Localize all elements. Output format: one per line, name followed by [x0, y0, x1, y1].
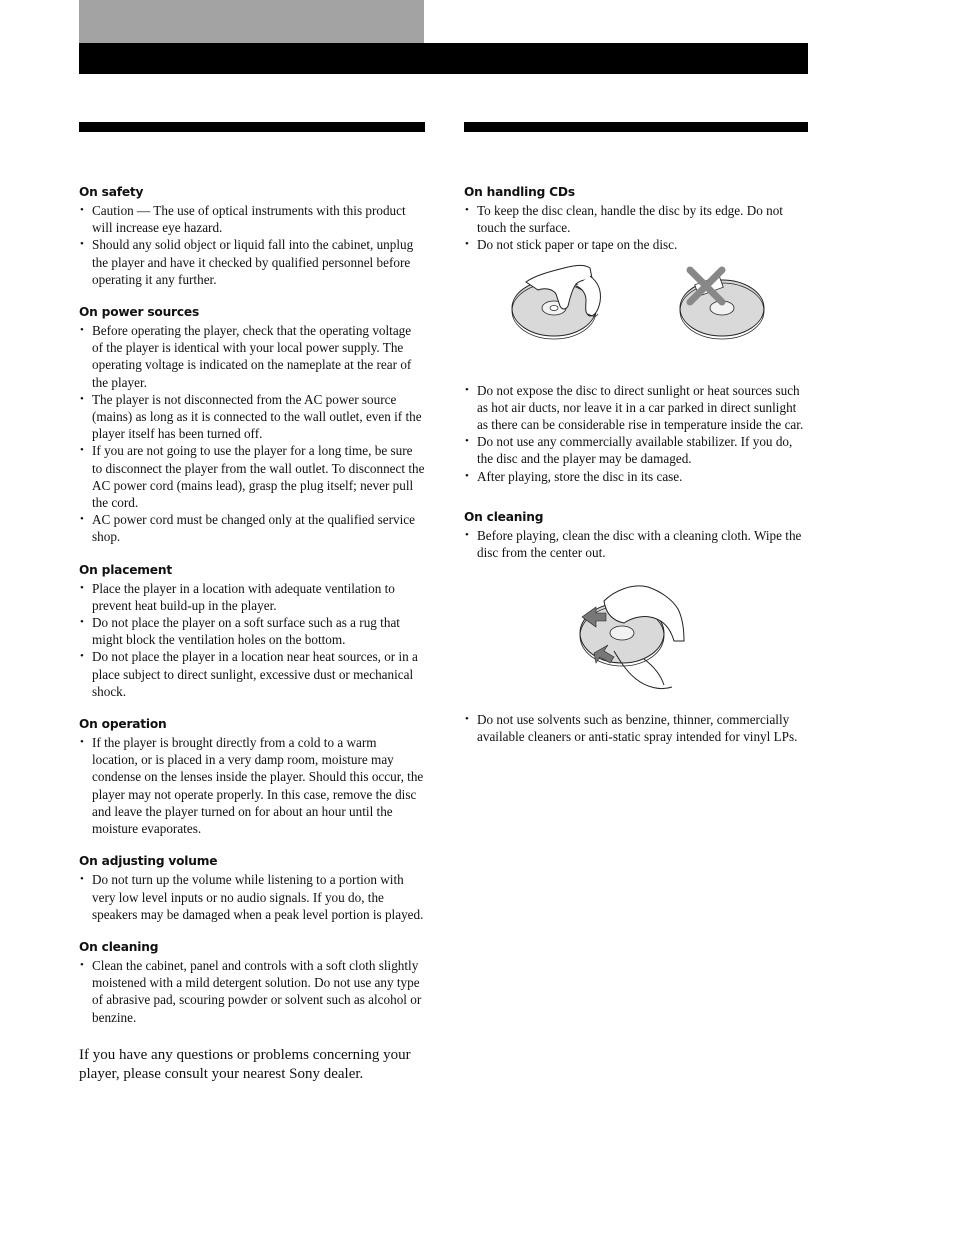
list-item: • The player is not disconnected from the AC power source (mains) as long as it is connected to the wall outlet, even if the player itself has been turned off.	[79, 391, 425, 443]
section-heading: On handling CDs	[464, 185, 575, 199]
header-tab	[79, 0, 424, 43]
header-bar	[79, 43, 808, 74]
list-item: • Should any solid object or liquid fall into the cabinet, unplug the player and have it checked by qualified personnel before operating it any further.	[79, 236, 425, 288]
disc-handling-illustration	[464, 254, 809, 372]
list-item: • Caution — The use of optical instruments with this product will increase eye hazard.	[79, 202, 425, 236]
list-item: • To keep the disc clean, handle the disc by its edge. Do not touch the surface.	[464, 202, 809, 236]
list-item: • If the player is brought directly from a cold to a warm location, or is placed in a very damp room, moisture may condense on the lenses inside the player. Should this occur, the player may not operate properly. In this case, remove the disc and leave the player turned on for about an hour until the moisture evaporates.	[79, 734, 425, 837]
list-item: • Do not use solvents such as benzine, thinner, commercially available cleaners or anti-static spray intended for vinyl LPs.	[464, 711, 809, 745]
right-column-rule	[464, 122, 808, 132]
list-item: • Do not use any commercially available stabilizer. If you do, the disc and the player may be damaged.	[464, 433, 809, 467]
section-heading: On safety	[79, 185, 144, 199]
section-power-sources	[79, 304, 425, 546]
section-cleaning-cds	[464, 509, 809, 746]
section-adjusting-volume	[79, 853, 425, 923]
right-column	[464, 184, 809, 762]
list-item: • Do not stick paper or tape on the disc.	[464, 236, 809, 253]
section-heading: On cleaning	[79, 939, 159, 954]
section-placement	[79, 562, 425, 700]
left-column-rule	[79, 122, 425, 132]
disc-wiping-icon	[580, 586, 684, 689]
list-item: • Do not place the player in a location near heat sources, or in a place subject to direct sunlight, excessive dust or mechanical shock.	[79, 648, 425, 700]
section-heading: On cleaning	[464, 509, 544, 524]
list-item: • Before operating the player, check that the operating voltage of the player is identical with your local power supply. The operating voltage is indicated on the nameplate at the rear of the player.	[79, 322, 425, 391]
list-item: • Do not place the player on a soft surface such as a rug that might block the ventilation holes on the bottom.	[79, 614, 425, 648]
list-item: • Clean the cabinet, panel and controls with a soft cloth slightly moistened with a mild detergent solution. Do not use any type of abrasive pad, scouring powder or solvent such as alcohol or benzine.	[79, 957, 425, 1026]
section-cleaning-player	[79, 939, 425, 1026]
disc-cleaning-illustration	[464, 561, 809, 701]
hand-holding-disc-icon	[512, 265, 601, 339]
section-operation	[79, 716, 425, 837]
list-item: • Do not turn up the volume while listening to a portion with very low level inputs or no audio signals. If you do, the speakers may be damaged when a peak level portion is played.	[79, 871, 425, 923]
list-item: • After playing, store the disc in its case.	[464, 468, 809, 485]
closing-note: If you have any questions or problems concerning your player, please consult your nearest Sony dealer.	[79, 1046, 411, 1083]
list-item: • Before playing, clean the disc with a cleaning cloth. Wipe the disc from the center out.	[464, 527, 809, 561]
section-heading: On power sources	[79, 305, 200, 320]
disc-tape-prohibited-icon	[680, 270, 764, 339]
list-item: • AC power cord must be changed only at the qualified service shop.	[79, 511, 425, 545]
section-heading: On operation	[79, 717, 167, 732]
list-item: • If you are not going to use the player for a long time, be sure to disconnect the player from the wall outlet. To disconnect the AC power cord (mains lead), grasp the plug itself; never pull the cord.	[79, 442, 425, 511]
list-item: • Place the player in a location with adequate ventilation to prevent heat build-up in the player.	[79, 580, 425, 614]
section-safety	[79, 184, 425, 288]
section-heading: On placement	[79, 562, 172, 577]
list-item: • Do not expose the disc to direct sunlight or heat sources such as hot air ducts, nor leave it in a car parked in direct sunlight as there can be considerable rise in temperature inside the car.	[464, 382, 809, 434]
left-column	[79, 184, 425, 1085]
section-handling-cds	[464, 184, 809, 485]
section-heading: On adjusting volume	[79, 854, 218, 869]
